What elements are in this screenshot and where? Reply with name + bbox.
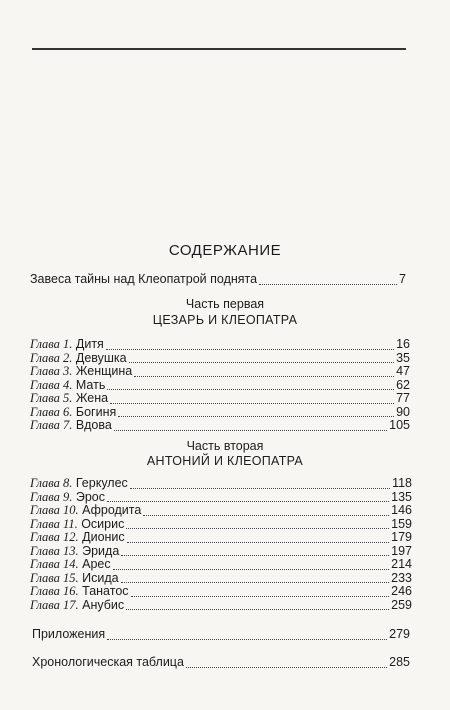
chapter-entry: [30, 364, 410, 378]
chapter-page: 214: [391, 557, 412, 571]
chapter-page: 197: [391, 543, 412, 558]
chapter-title: Эрида: [82, 543, 120, 558]
leader-dots: [113, 559, 390, 570]
chapter-number: Глава 9.: [30, 489, 73, 504]
chapter-page: 135: [391, 489, 412, 504]
chapter-number: Глава 14.: [30, 557, 79, 571]
top-rule: [32, 48, 406, 50]
page-title: СОДЕРЖАНИЕ: [168, 242, 282, 259]
chapter-entry: [30, 517, 412, 531]
chapter-label: [30, 378, 105, 392]
chapter-label: [30, 337, 104, 351]
leader-dots: [134, 366, 394, 377]
leader-dots: [130, 478, 390, 489]
chapter-label: [30, 391, 108, 405]
toc-entry-intro: [30, 272, 406, 286]
chapter-title: Арес: [82, 557, 111, 571]
chapter-label: [30, 517, 124, 531]
chapter-entry: [30, 351, 410, 365]
chapter-title: Жена: [75, 391, 109, 405]
leader-dots: [129, 352, 394, 363]
chapter-number: Глава 4.: [30, 377, 73, 392]
chapter-page: 35: [396, 350, 410, 365]
leader-dots: [126, 599, 389, 610]
leader-dots: [110, 393, 394, 404]
chapter-entry: [30, 391, 410, 405]
chapter-entry: [30, 490, 412, 504]
chapter-number: Глава 1.: [30, 337, 73, 351]
chapter-number: Глава 7.: [30, 418, 73, 432]
chapter-number: Глава 11.: [30, 516, 78, 531]
chapter-page: 62: [396, 377, 410, 392]
leader-dots: [106, 339, 394, 350]
leader-dots: [126, 518, 389, 529]
chapter-title: Геркулес: [75, 476, 128, 490]
chapter-page: 179: [391, 530, 412, 544]
chapter-page: 105: [389, 418, 410, 432]
chapter-title: Афродита: [82, 503, 142, 517]
part2-title: АНТОНИЙ И КЛЕОПАТРА: [146, 454, 304, 468]
chapter-number: Глава 6.: [30, 404, 73, 419]
chapter-entry: [30, 337, 410, 351]
chapter-title: Исида: [82, 570, 119, 585]
chapter-entry: [30, 557, 412, 571]
chapter-title: Вдова: [75, 418, 112, 432]
chapter-title: Мать: [75, 377, 106, 392]
chapter-label: [30, 544, 119, 558]
chapter-entry: [30, 571, 412, 585]
chapter-page: 233: [391, 570, 412, 585]
chapter-title: Танатос: [82, 584, 129, 598]
chapter-entry: [30, 598, 412, 612]
chapter-label: [30, 503, 141, 517]
chapter-entry: [30, 584, 412, 598]
chapter-title: Богиня: [75, 404, 117, 419]
chapter-entry: [30, 530, 412, 544]
chapter-number: Глава 15.: [30, 570, 79, 585]
leader-dots: [259, 274, 397, 285]
part1-title: ЦЕЗАРЬ И КЛЕОПАТРА: [152, 313, 298, 327]
chapter-title: Анубис: [82, 597, 125, 612]
chapter-page: 159: [391, 516, 412, 531]
chapter-number: Глава 8.: [30, 476, 73, 490]
chapter-label: [30, 490, 105, 504]
chapter-label: [30, 598, 124, 612]
chapter-entry: [30, 418, 410, 432]
leader-dots: [121, 545, 389, 556]
chapter-title: Девушка: [75, 350, 127, 365]
entry-title: Завеса тайны над Клеопатрой поднята: [30, 272, 258, 286]
chapter-number: Глава 2.: [30, 350, 73, 365]
chapter-label: [30, 476, 128, 490]
chapter-number: Глава 12.: [30, 530, 79, 544]
chapter-number: Глава 3.: [30, 364, 73, 378]
entry-page: 7: [399, 272, 406, 286]
chapter-title: Эрос: [75, 489, 106, 504]
chapter-page: 146: [391, 503, 412, 517]
chapter-entry: [30, 378, 410, 392]
chapter-number: Глава 13.: [30, 543, 79, 558]
leader-dots: [114, 420, 387, 431]
chapter-page: 47: [396, 364, 410, 378]
entry-page: 285: [389, 655, 410, 669]
chapter-number: Глава 17.: [30, 597, 79, 612]
chapter-label: [30, 364, 132, 378]
chapter-page: 77: [396, 391, 410, 405]
toc-entry-appendix: [32, 627, 410, 641]
entry-page: 279: [389, 627, 410, 641]
entry-title: Хронологическая таблица: [32, 655, 184, 669]
chapter-page: 16: [396, 337, 410, 351]
chapter-entry: [30, 476, 412, 490]
chapter-label: [30, 571, 119, 585]
leader-dots: [107, 629, 387, 640]
chapter-entry: [30, 405, 410, 419]
chapter-label: [30, 405, 116, 419]
leader-dots: [107, 491, 389, 502]
chapter-number: Глава 16.: [30, 584, 79, 598]
chapter-number: Глава 5.: [30, 391, 73, 405]
leader-dots: [107, 379, 394, 390]
leader-dots: [127, 532, 389, 543]
leader-dots: [143, 505, 389, 516]
chapter-page: 259: [391, 597, 412, 612]
chapter-title: Дионис: [82, 530, 125, 544]
toc-entry-chronology: [32, 655, 410, 669]
chapter-title: Дитя: [75, 337, 104, 351]
leader-dots: [121, 572, 390, 583]
chapter-label: [30, 530, 125, 544]
entry-title: Приложения: [32, 627, 106, 641]
part1-label: Часть первая: [185, 297, 265, 311]
chapter-title: Женщина: [75, 364, 133, 378]
chapter-page: 246: [391, 584, 412, 598]
chapter-label: [30, 557, 111, 571]
part2-label: Часть вторая: [186, 439, 264, 453]
leader-dots: [131, 586, 390, 597]
chapter-page: 118: [392, 476, 412, 490]
chapter-page: 90: [396, 404, 410, 419]
chapter-title: Осирис: [81, 516, 125, 531]
leader-dots: [118, 406, 394, 417]
chapter-entry: [30, 544, 412, 558]
chapter-label: [30, 351, 127, 365]
chapter-number: Глава 10.: [30, 503, 79, 517]
chapter-entry: [30, 503, 412, 517]
chapter-label: [30, 584, 129, 598]
chapter-label: [30, 418, 112, 432]
leader-dots: [186, 657, 387, 668]
